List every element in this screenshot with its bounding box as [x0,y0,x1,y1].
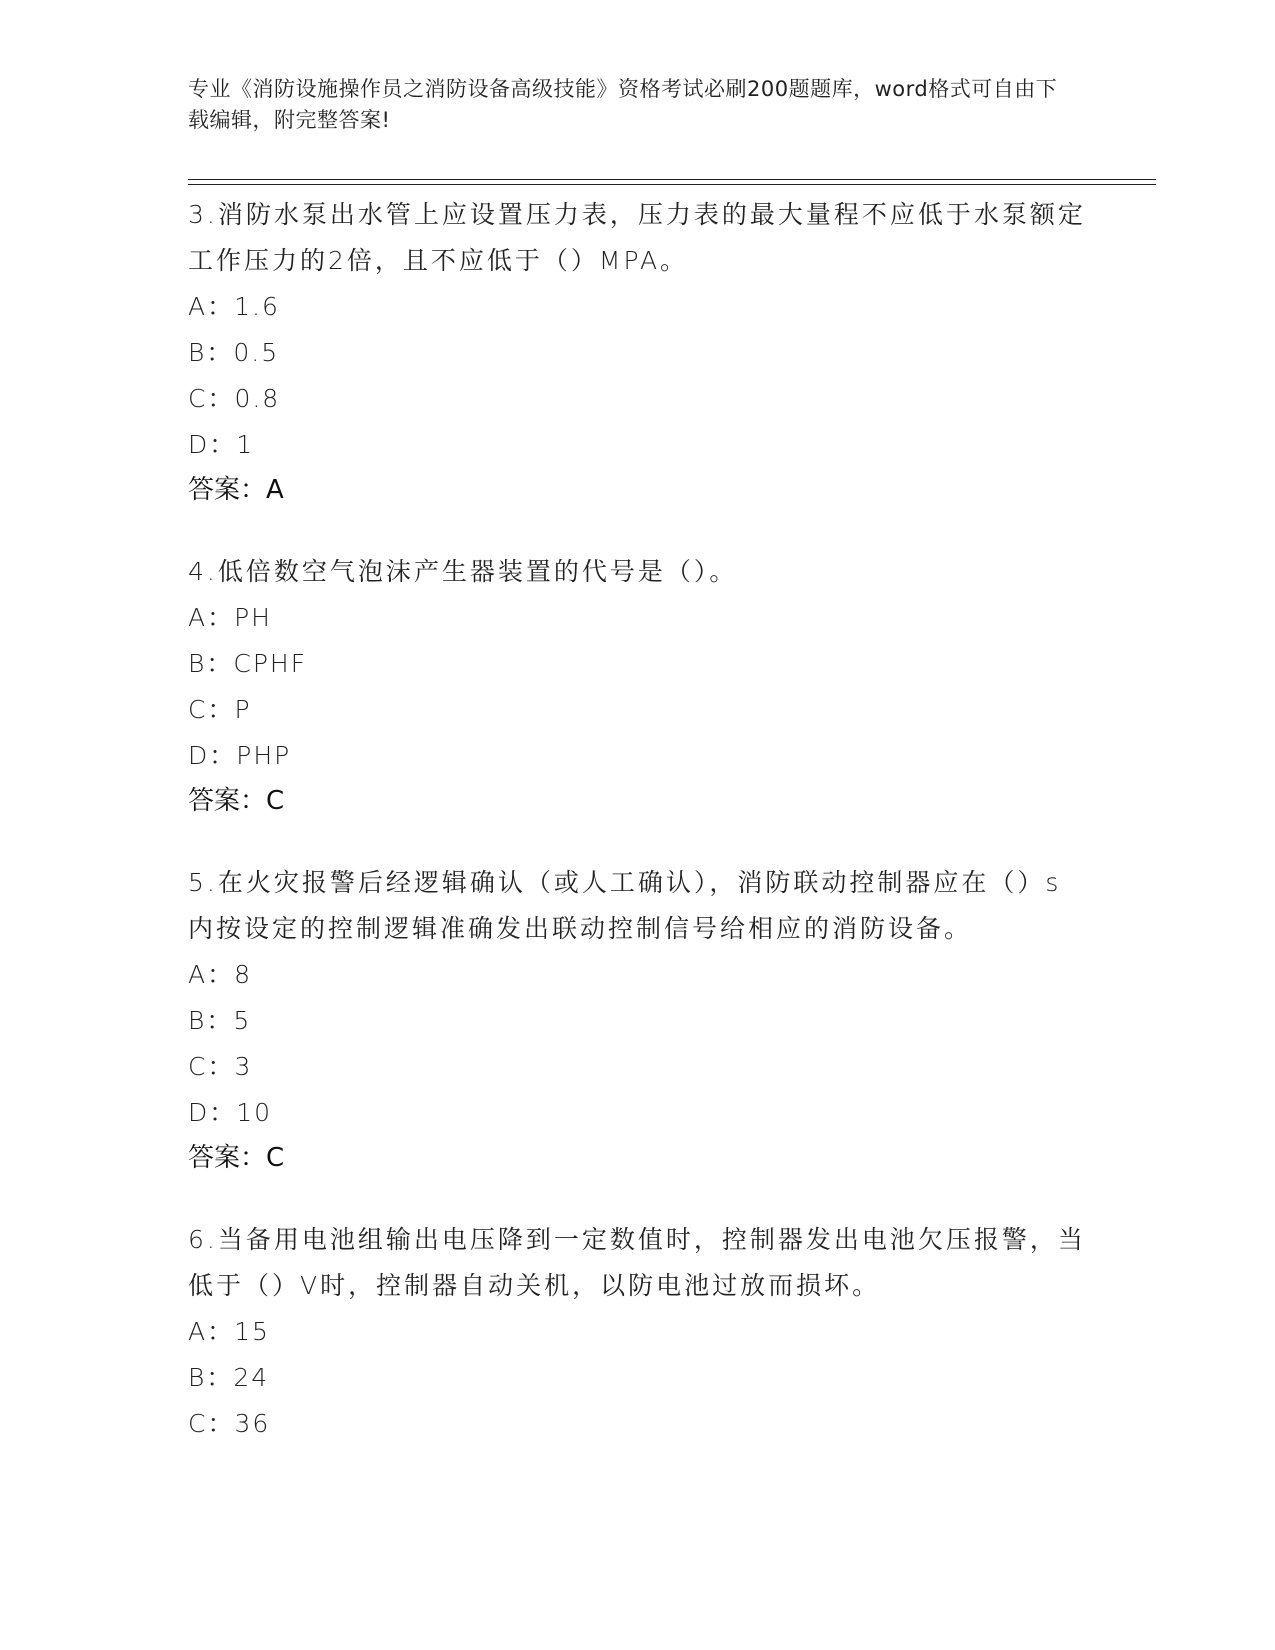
option-a: A：1.6 [188,292,280,321]
option-d: D：10 [188,1098,273,1127]
question-5 [188,860,1088,1180]
answer-text: 答案：C [188,786,285,816]
question-6 [188,1217,1088,1447]
question-3 [188,192,1088,512]
answer-text: 答案：C [188,1143,285,1173]
option-b: B：CPHF [188,649,308,678]
option-d: D：1 [188,430,255,459]
option-c: C：P [188,695,252,724]
option-b: B：24 [188,1363,270,1392]
question-text: 3.消防水泵出水管上应设置压力表，压力表的最大量程不应低于水泵额定工作压力的2倍，且不应低于（）MPA。 [188,200,1086,275]
header-rule-top [188,179,1156,180]
question-4 [188,549,1088,823]
option-c: C：3 [188,1052,253,1081]
document-header: 专业《消防设施操作员之消防设备高级技能》资格考试必刷200题题库，word格式可自由下载编辑，附完整答案! [188,77,1058,132]
question-text: 6.当备用电池组输出电压降到一定数值时，控制器发出电池欠压报警，当低于（）V时，控制器自动关机，以防电池过放而损坏。 [188,1225,1086,1300]
option-b: B：0.5 [188,338,280,367]
answer-text: 答案：A [188,475,284,505]
option-b: B：5 [188,1006,252,1035]
option-d: D：PHP [188,741,292,770]
question-text: 4.低倍数空气泡沫产生器装置的代号是（）。 [188,557,738,586]
option-c: C：0.8 [188,384,281,413]
option-a: A：PH [188,603,272,632]
option-a: A：8 [188,960,253,989]
header-rule-bottom [188,184,1156,185]
question-text: 5.在火灾报警后经逻辑确认（或人工确认），消防联动控制器应在（）s内按设定的控制逻辑准确发出联动控制信号给相应的消防设备。 [188,868,1062,943]
option-a: A：15 [188,1317,270,1346]
option-c: C：36 [188,1409,271,1438]
question-list [188,192,1088,1484]
